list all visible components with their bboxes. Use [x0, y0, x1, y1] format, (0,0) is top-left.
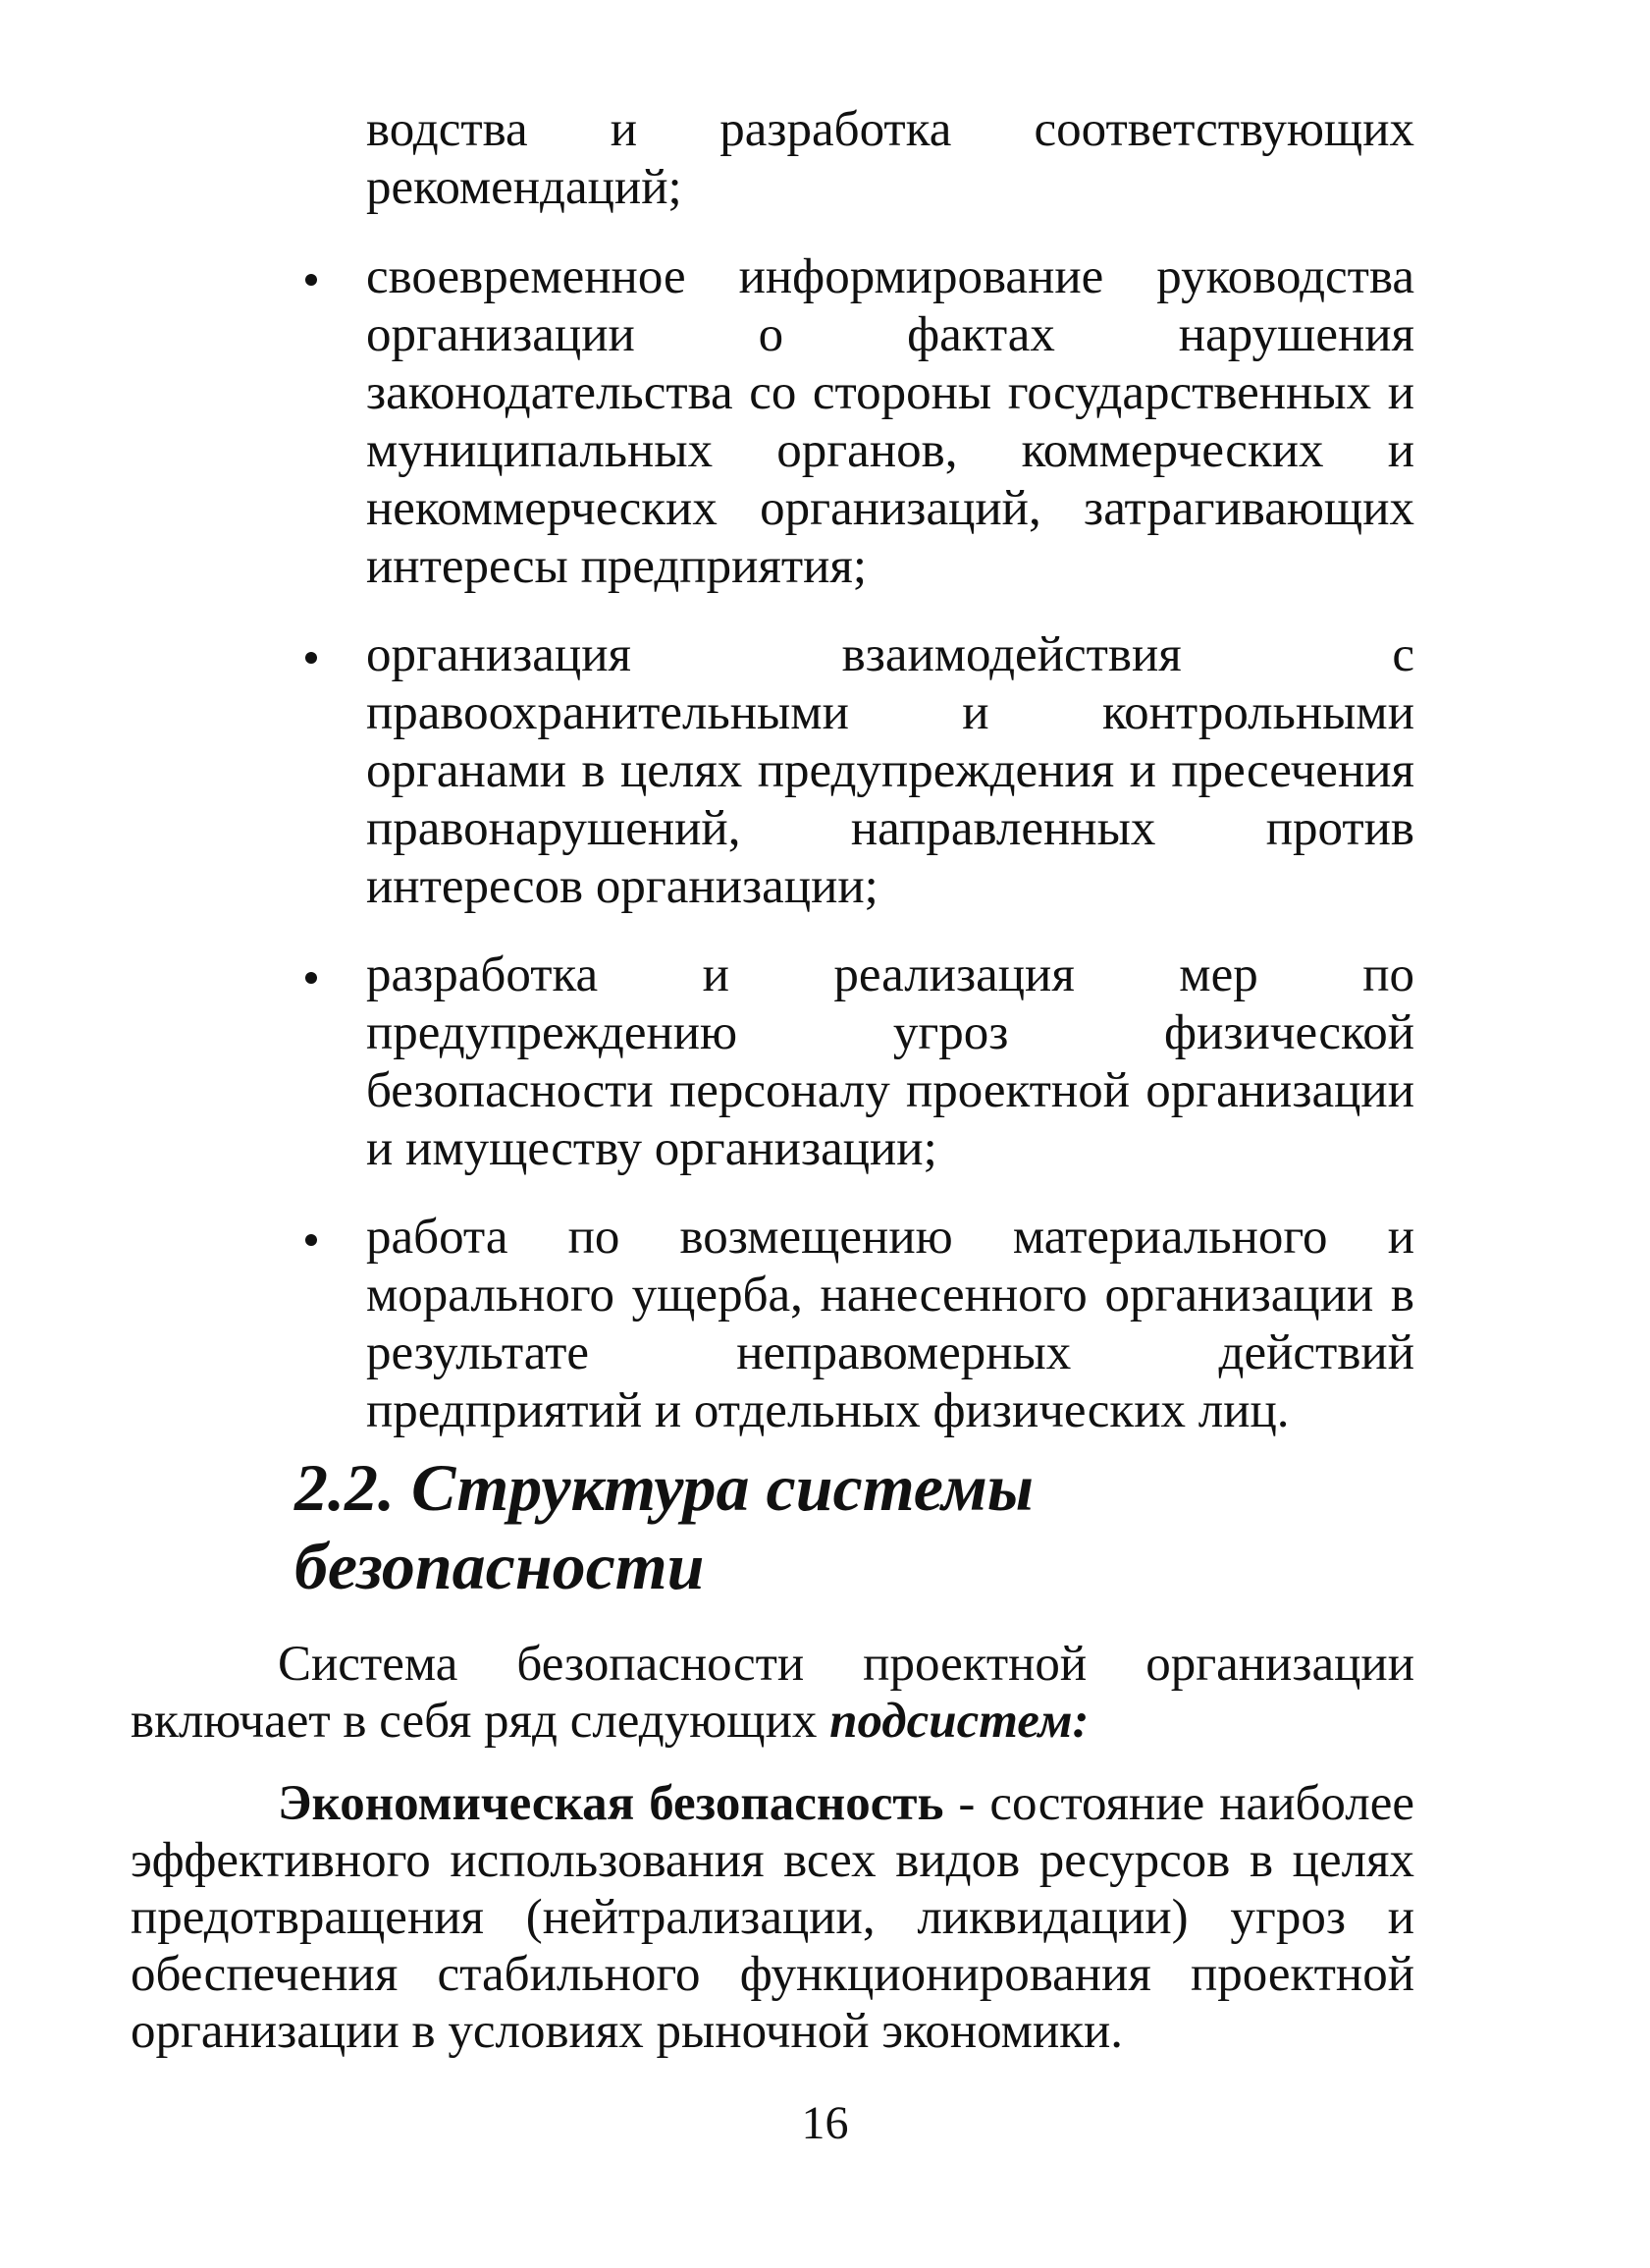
bullet-dot-icon [305, 972, 317, 984]
definition-paragraph [131, 1775, 1414, 2060]
list-item [366, 946, 1414, 1178]
list-item [366, 626, 1414, 916]
list-item-text: организация взаимодействия с правоохранительными и контрольными органами в целях предупреждения и пресечения правонарушений, направленных против интересов организации; [366, 627, 1414, 914]
list-item-text: своевременное информирование руководства организации о фактах нарушения законодательства со стороны государственных и муниципальных органов, коммерческих и некоммерческих организаций, затрагивающих интересы предприятия; [366, 249, 1414, 594]
list-item-text: разработка и реализация мер по предупреждению угроз физической безопасности персоналу проектной организации и имуществу организации; [366, 947, 1414, 1176]
section-heading: 2.2. Структура системы безопасности [294, 1450, 1034, 1603]
bullet-dot-icon [305, 652, 317, 664]
list-item-text: работа по возмещению материального и морального ущерба, нанесенного организации в результате неправомерных действий предприятий и отдельных физических лиц. [366, 1210, 1414, 1438]
list-item [366, 248, 1414, 596]
bullet-dot-icon [305, 274, 317, 286]
bullet-list [0, 248, 1650, 1471]
definition-text: - состояние наиболее эффективного использования всех видов ресурсов в целях предотвращения (нейтрализации, ликвидации) угроз и обеспечения стабильного функционирования проектной организации в условиях рыночной экономики. [131, 1776, 1414, 2059]
page-number: 16 [801, 2097, 849, 2149]
definition-term: Экономическая безопасность [278, 1776, 944, 1831]
bullet-dot-icon [305, 1234, 317, 1246]
subsystems-emphasis: подсистем: [829, 1694, 1090, 1749]
intro-paragraph-text: Система безопасности проектной организации включает в себя ряд следующих [131, 1637, 1414, 1749]
continuation-text: водства и разработка соответствующих рекомендаций; [366, 102, 1414, 215]
list-item [366, 1209, 1414, 1440]
intro-paragraph [131, 1636, 1414, 1750]
